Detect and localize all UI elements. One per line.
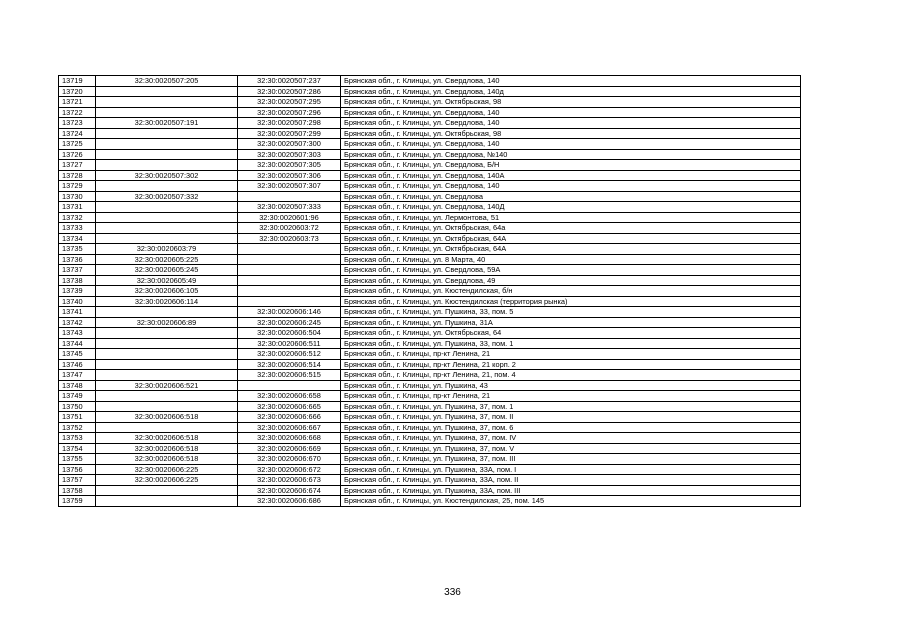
page-number: 336 bbox=[444, 587, 461, 598]
row-number-cell: 13752 bbox=[59, 422, 96, 433]
cadastral-number-cell: 32:30:0020606:512 bbox=[238, 349, 341, 360]
parent-cadastral-number-cell bbox=[96, 370, 238, 381]
address-cell: Брянская обл., г. Клинцы, ул. Октябрьская, 98 bbox=[341, 97, 801, 108]
table-row bbox=[59, 454, 801, 465]
row-number-cell: 13731 bbox=[59, 202, 96, 213]
table-row bbox=[59, 328, 801, 339]
cadastral-number-cell: 32:30:0020606:511 bbox=[238, 338, 341, 349]
row-number-cell: 13743 bbox=[59, 328, 96, 339]
row-number-cell: 13719 bbox=[59, 76, 96, 87]
cadastral-number-cell: 32:30:0020507:307 bbox=[238, 181, 341, 192]
parent-cadastral-number-cell bbox=[96, 485, 238, 496]
table-row bbox=[59, 212, 801, 223]
table-row bbox=[59, 233, 801, 244]
address-cell: Брянская обл., г. Клинцы, ул. Свердлова, 140Д bbox=[341, 202, 801, 213]
table-row bbox=[59, 433, 801, 444]
table-row bbox=[59, 296, 801, 307]
row-number-cell: 13758 bbox=[59, 485, 96, 496]
parent-cadastral-number-cell bbox=[96, 359, 238, 370]
row-number-cell: 13734 bbox=[59, 233, 96, 244]
parent-cadastral-number-cell bbox=[96, 202, 238, 213]
row-number-cell: 13747 bbox=[59, 370, 96, 381]
parent-cadastral-number-cell: 32:30:0020606:518 bbox=[96, 454, 238, 465]
cadastral-number-cell: 32:30:0020507:286 bbox=[238, 86, 341, 97]
table-row bbox=[59, 464, 801, 475]
cadastral-number-cell: 32:30:0020507:306 bbox=[238, 170, 341, 181]
row-number-cell: 13740 bbox=[59, 296, 96, 307]
cadastral-number-cell: 32:30:0020606:146 bbox=[238, 307, 341, 318]
table-row bbox=[59, 349, 801, 360]
cadastral-number-cell: 32:30:0020606:667 bbox=[238, 422, 341, 433]
cadastral-number-cell: 32:30:0020606:674 bbox=[238, 485, 341, 496]
address-cell: Брянская обл., г. Клинцы, ул. Пушкина, 33, пом. 1 bbox=[341, 338, 801, 349]
table-row bbox=[59, 170, 801, 181]
table-row bbox=[59, 128, 801, 139]
address-cell: Брянская обл., г. Клинцы, ул. Кюстендилская, 25, пом. 145 bbox=[341, 496, 801, 507]
parent-cadastral-number-cell: 32:30:0020507:191 bbox=[96, 118, 238, 129]
address-cell: Брянская обл., г. Клинцы, ул. Кюстендилская, б/н bbox=[341, 286, 801, 297]
address-cell: Брянская обл., г. Клинцы, ул. Свердлова bbox=[341, 191, 801, 202]
table-row bbox=[59, 475, 801, 486]
address-cell: Брянская обл., г. Клинцы, ул. Пушкина, 33А, пом. III bbox=[341, 485, 801, 496]
parent-cadastral-number-cell: 32:30:0020606:518 bbox=[96, 412, 238, 423]
parent-cadastral-number-cell: 32:30:0020606:518 bbox=[96, 443, 238, 454]
address-cell: Брянская обл., г. Клинцы, ул. Октябрьская, 64а bbox=[341, 223, 801, 234]
cadastral-number-cell: 32:30:0020606:673 bbox=[238, 475, 341, 486]
row-number-cell: 13720 bbox=[59, 86, 96, 97]
cadastral-number-cell: 32:30:0020603:72 bbox=[238, 223, 341, 234]
address-cell: Брянская обл., г. Клинцы, ул. Пушкина, 37, пом. III bbox=[341, 454, 801, 465]
table-row bbox=[59, 391, 801, 402]
address-cell: Брянская обл., г. Клинцы, ул. Свердлова, 49 bbox=[341, 275, 801, 286]
address-cell: Брянская обл., г. Клинцы, ул. Свердлова, 140д bbox=[341, 86, 801, 97]
table-row bbox=[59, 422, 801, 433]
address-cell: Брянская обл., г. Клинцы, ул. Кюстендилская (территория рынка) bbox=[341, 296, 801, 307]
parent-cadastral-number-cell: 32:30:0020606:225 bbox=[96, 464, 238, 475]
property-registry-table bbox=[58, 75, 801, 507]
cadastral-number-cell bbox=[238, 244, 341, 255]
row-number-cell: 13721 bbox=[59, 97, 96, 108]
table-row bbox=[59, 107, 801, 118]
parent-cadastral-number-cell bbox=[96, 496, 238, 507]
address-cell: Брянская обл., г. Клинцы, ул. Свердлова, 59А bbox=[341, 265, 801, 276]
parent-cadastral-number-cell bbox=[96, 349, 238, 360]
parent-cadastral-number-cell bbox=[96, 391, 238, 402]
parent-cadastral-number-cell bbox=[96, 223, 238, 234]
address-cell: Брянская обл., г. Клинцы, пр-кт Ленина, 21 bbox=[341, 349, 801, 360]
address-cell: Брянская обл., г. Клинцы, ул. Пушкина, 33А, пом. I bbox=[341, 464, 801, 475]
table-row bbox=[59, 412, 801, 423]
row-number-cell: 13739 bbox=[59, 286, 96, 297]
parent-cadastral-number-cell: 32:30:0020605:245 bbox=[96, 265, 238, 276]
table-row bbox=[59, 191, 801, 202]
row-number-cell: 13742 bbox=[59, 317, 96, 328]
parent-cadastral-number-cell bbox=[96, 181, 238, 192]
row-number-cell: 13725 bbox=[59, 139, 96, 150]
parent-cadastral-number-cell: 32:30:0020507:302 bbox=[96, 170, 238, 181]
parent-cadastral-number-cell: 32:30:0020507:332 bbox=[96, 191, 238, 202]
cadastral-number-cell: 32:30:0020606:658 bbox=[238, 391, 341, 402]
row-number-cell: 13744 bbox=[59, 338, 96, 349]
row-number-cell: 13722 bbox=[59, 107, 96, 118]
address-cell: Брянская обл., г. Клинцы, ул. Пушкина, 43 bbox=[341, 380, 801, 391]
parent-cadastral-number-cell bbox=[96, 149, 238, 160]
cadastral-number-cell bbox=[238, 265, 341, 276]
address-cell: Брянская обл., г. Клинцы, ул. 8 Марта, 40 bbox=[341, 254, 801, 265]
cadastral-number-cell: 32:30:0020606:515 bbox=[238, 370, 341, 381]
address-cell: Брянская обл., г. Клинцы, ул. Пушкина, 33А, пом. II bbox=[341, 475, 801, 486]
address-cell: Брянская обл., г. Клинцы, пр-кт Ленина, 21 корп. 2 bbox=[341, 359, 801, 370]
address-cell: Брянская обл., г. Клинцы, ул. Свердлова, №140 bbox=[341, 149, 801, 160]
address-cell: Брянская обл., г. Клинцы, ул. Свердлова, Б/Н bbox=[341, 160, 801, 171]
row-number-cell: 13732 bbox=[59, 212, 96, 223]
cadastral-number-cell bbox=[238, 380, 341, 391]
parent-cadastral-number-cell bbox=[96, 139, 238, 150]
row-number-cell: 13757 bbox=[59, 475, 96, 486]
address-cell: Брянская обл., г. Клинцы, ул. Пушкина, 33, пом. 5 bbox=[341, 307, 801, 318]
row-number-cell: 13726 bbox=[59, 149, 96, 160]
parent-cadastral-number-cell bbox=[96, 401, 238, 412]
cadastral-number-cell: 32:30:0020601:96 bbox=[238, 212, 341, 223]
table-row bbox=[59, 443, 801, 454]
parent-cadastral-number-cell: 32:30:0020606:114 bbox=[96, 296, 238, 307]
parent-cadastral-number-cell bbox=[96, 107, 238, 118]
table-row bbox=[59, 244, 801, 255]
table-row bbox=[59, 485, 801, 496]
row-number-cell: 13730 bbox=[59, 191, 96, 202]
cadastral-number-cell: 32:30:0020507:295 bbox=[238, 97, 341, 108]
row-number-cell: 13741 bbox=[59, 307, 96, 318]
address-cell: Брянская обл., г. Клинцы, ул. Пушкина, 37, пом. 1 bbox=[341, 401, 801, 412]
row-number-cell: 13723 bbox=[59, 118, 96, 129]
cadastral-number-cell: 32:30:0020603:73 bbox=[238, 233, 341, 244]
parent-cadastral-number-cell: 32:30:0020606:518 bbox=[96, 433, 238, 444]
table-row bbox=[59, 307, 801, 318]
table-row bbox=[59, 118, 801, 129]
address-cell: Брянская обл., г. Клинцы, ул. Лермонтова, 51 bbox=[341, 212, 801, 223]
table-row bbox=[59, 338, 801, 349]
row-number-cell: 13737 bbox=[59, 265, 96, 276]
address-cell: Брянская обл., г. Клинцы, ул. Пушкина, 31А bbox=[341, 317, 801, 328]
table-row bbox=[59, 286, 801, 297]
row-number-cell: 13724 bbox=[59, 128, 96, 139]
table-row bbox=[59, 223, 801, 234]
address-cell: Брянская обл., г. Клинцы, ул. Пушкина, 37, пом. 6 bbox=[341, 422, 801, 433]
row-number-cell: 13733 bbox=[59, 223, 96, 234]
table-row bbox=[59, 317, 801, 328]
address-cell: Брянская обл., г. Клинцы, пр-кт Ленина, 21, пом. 4 bbox=[341, 370, 801, 381]
address-cell: Брянская обл., г. Клинцы, ул. Пушкина, 37, пом. II bbox=[341, 412, 801, 423]
table-row bbox=[59, 181, 801, 192]
cadastral-number-cell: 32:30:0020606:666 bbox=[238, 412, 341, 423]
cadastral-number-cell bbox=[238, 296, 341, 307]
table-row bbox=[59, 265, 801, 276]
cadastral-number-cell: 32:30:0020507:298 bbox=[238, 118, 341, 129]
address-cell: Брянская обл., г. Клинцы, ул. Октябрьская, 98 bbox=[341, 128, 801, 139]
cadastral-number-cell bbox=[238, 286, 341, 297]
row-number-cell: 13729 bbox=[59, 181, 96, 192]
parent-cadastral-number-cell bbox=[96, 160, 238, 171]
parent-cadastral-number-cell: 32:30:0020603:79 bbox=[96, 244, 238, 255]
table-row bbox=[59, 401, 801, 412]
parent-cadastral-number-cell bbox=[96, 307, 238, 318]
parent-cadastral-number-cell bbox=[96, 422, 238, 433]
table-row bbox=[59, 202, 801, 213]
table-row bbox=[59, 275, 801, 286]
parent-cadastral-number-cell bbox=[96, 338, 238, 349]
parent-cadastral-number-cell: 32:30:0020605:225 bbox=[96, 254, 238, 265]
address-cell: Брянская обл., г. Клинцы, ул. Октябрьская, 64А bbox=[341, 244, 801, 255]
cadastral-number-cell bbox=[238, 254, 341, 265]
cadastral-number-cell: 32:30:0020507:296 bbox=[238, 107, 341, 118]
table-row bbox=[59, 149, 801, 160]
table-row bbox=[59, 254, 801, 265]
registry-table-body bbox=[59, 76, 801, 507]
cadastral-number-cell: 32:30:0020606:670 bbox=[238, 454, 341, 465]
row-number-cell: 13746 bbox=[59, 359, 96, 370]
row-number-cell: 13753 bbox=[59, 433, 96, 444]
row-number-cell: 13728 bbox=[59, 170, 96, 181]
cadastral-number-cell: 32:30:0020507:333 bbox=[238, 202, 341, 213]
cadastral-number-cell: 32:30:0020606:672 bbox=[238, 464, 341, 475]
cadastral-number-cell: 32:30:0020606:665 bbox=[238, 401, 341, 412]
cadastral-number-cell: 32:30:0020606:686 bbox=[238, 496, 341, 507]
row-number-cell: 13751 bbox=[59, 412, 96, 423]
address-cell: Брянская обл., г. Клинцы, ул. Свердлова, 140 bbox=[341, 118, 801, 129]
parent-cadastral-number-cell bbox=[96, 328, 238, 339]
row-number-cell: 13755 bbox=[59, 454, 96, 465]
row-number-cell: 13735 bbox=[59, 244, 96, 255]
address-cell: Брянская обл., г. Клинцы, ул. Свердлова, 140 bbox=[341, 107, 801, 118]
address-cell: Брянская обл., г. Клинцы, ул. Свердлова, 140А bbox=[341, 170, 801, 181]
parent-cadastral-number-cell: 32:30:0020507:205 bbox=[96, 76, 238, 87]
parent-cadastral-number-cell bbox=[96, 97, 238, 108]
row-number-cell: 13754 bbox=[59, 443, 96, 454]
row-number-cell: 13727 bbox=[59, 160, 96, 171]
row-number-cell: 13745 bbox=[59, 349, 96, 360]
table-row bbox=[59, 139, 801, 150]
cadastral-number-cell bbox=[238, 191, 341, 202]
address-cell: Брянская обл., г. Клинцы, ул. Октябрьская, 64А bbox=[341, 233, 801, 244]
row-number-cell: 13736 bbox=[59, 254, 96, 265]
table-row bbox=[59, 370, 801, 381]
address-cell: Брянская обл., г. Клинцы, ул. Свердлова, 140 bbox=[341, 181, 801, 192]
address-cell: Брянская обл., г. Клинцы, ул. Свердлова, 140 bbox=[341, 76, 801, 87]
cadastral-number-cell: 32:30:0020606:668 bbox=[238, 433, 341, 444]
address-cell: Брянская обл., г. Клинцы, ул. Свердлова, 140 bbox=[341, 139, 801, 150]
address-cell: Брянская обл., г. Клинцы, ул. Пушкина, 37, пом. IV bbox=[341, 433, 801, 444]
cadastral-number-cell: 32:30:0020507:305 bbox=[238, 160, 341, 171]
parent-cadastral-number-cell: 32:30:0020606:521 bbox=[96, 380, 238, 391]
table-row bbox=[59, 359, 801, 370]
row-number-cell: 13750 bbox=[59, 401, 96, 412]
cadastral-number-cell bbox=[238, 275, 341, 286]
parent-cadastral-number-cell: 32:30:0020606:225 bbox=[96, 475, 238, 486]
parent-cadastral-number-cell bbox=[96, 86, 238, 97]
parent-cadastral-number-cell: 32:30:0020606:89 bbox=[96, 317, 238, 328]
cadastral-number-cell: 32:30:0020606:514 bbox=[238, 359, 341, 370]
cadastral-number-cell: 32:30:0020606:504 bbox=[238, 328, 341, 339]
parent-cadastral-number-cell: 32:30:0020605:49 bbox=[96, 275, 238, 286]
address-cell: Брянская обл., г. Клинцы, ул. Пушкина, 37, пом. V bbox=[341, 443, 801, 454]
table-row bbox=[59, 76, 801, 87]
parent-cadastral-number-cell bbox=[96, 212, 238, 223]
cadastral-number-cell: 32:30:0020606:669 bbox=[238, 443, 341, 454]
cadastral-number-cell: 32:30:0020507:300 bbox=[238, 139, 341, 150]
parent-cadastral-number-cell: 32:30:0020606:105 bbox=[96, 286, 238, 297]
row-number-cell: 13759 bbox=[59, 496, 96, 507]
table-row bbox=[59, 380, 801, 391]
table-row bbox=[59, 160, 801, 171]
row-number-cell: 13738 bbox=[59, 275, 96, 286]
address-cell: Брянская обл., г. Клинцы, ул. Октябрьская, 64 bbox=[341, 328, 801, 339]
cadastral-number-cell: 32:30:0020507:299 bbox=[238, 128, 341, 139]
address-cell: Брянская обл., г. Клинцы, пр-кт Ленина, 21 bbox=[341, 391, 801, 402]
cadastral-number-cell: 32:30:0020606:245 bbox=[238, 317, 341, 328]
table-row bbox=[59, 86, 801, 97]
cadastral-number-cell: 32:30:0020507:303 bbox=[238, 149, 341, 160]
parent-cadastral-number-cell bbox=[96, 128, 238, 139]
cadastral-number-cell: 32:30:0020507:237 bbox=[238, 76, 341, 87]
row-number-cell: 13749 bbox=[59, 391, 96, 402]
row-number-cell: 13748 bbox=[59, 380, 96, 391]
table-row bbox=[59, 496, 801, 507]
parent-cadastral-number-cell bbox=[96, 233, 238, 244]
row-number-cell: 13756 bbox=[59, 464, 96, 475]
table-row bbox=[59, 97, 801, 108]
